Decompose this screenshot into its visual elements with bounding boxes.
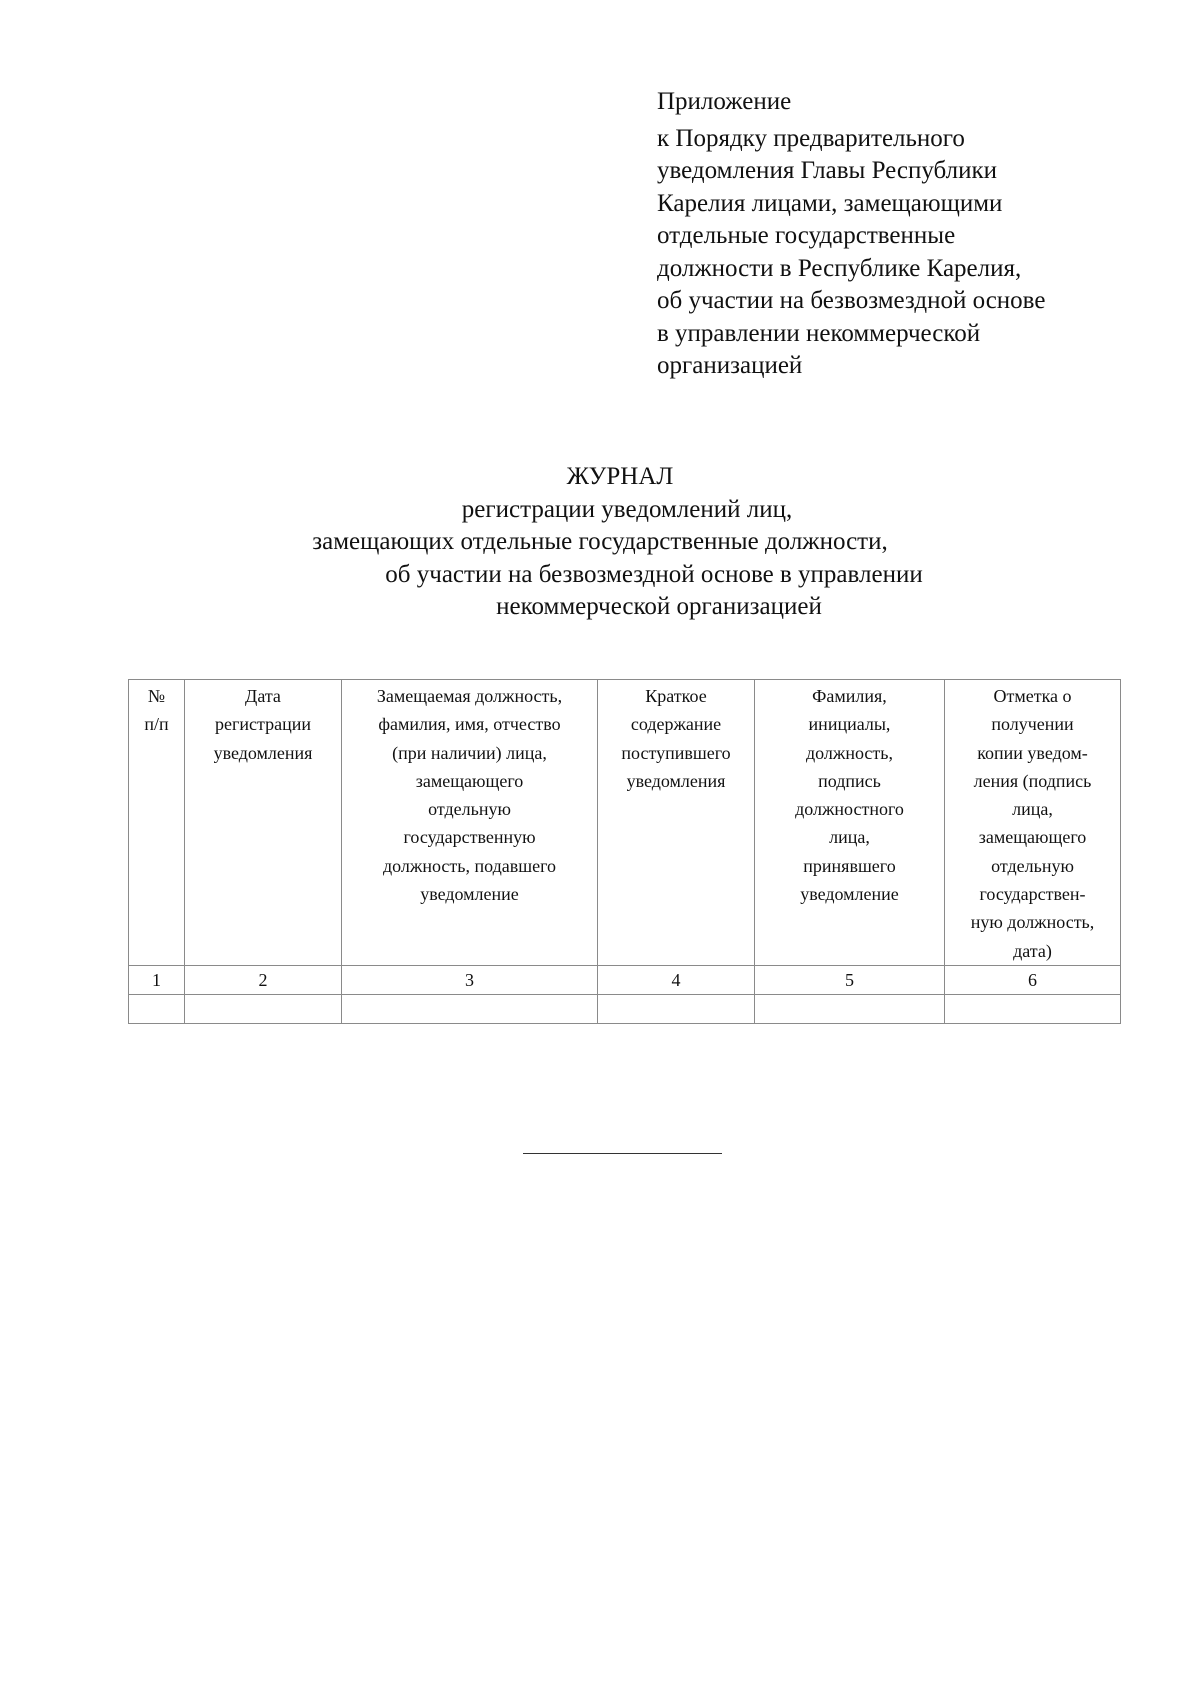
journal-subtitle-line: об участии на безвозмездной основе в управлении — [385, 560, 923, 588]
header-line: № — [147, 686, 166, 706]
header-line: лица, — [829, 827, 870, 848]
appendix-text-line: организацией — [657, 352, 803, 379]
header-line: уведомления — [213, 742, 313, 763]
header-line: п/п — [144, 714, 169, 735]
appendix-text-line: уведомления Главы Республики — [657, 157, 997, 184]
column-number-cell: 6 — [945, 966, 1121, 995]
column-header-receipt-mark — [945, 680, 1121, 966]
column-number-cell: 1 — [129, 966, 185, 995]
header-line: дата) — [1013, 940, 1052, 961]
column-number-row — [129, 966, 1121, 995]
journal-subtitle-line: некоммерческой организацией — [496, 593, 822, 620]
empty-entry-row — [129, 995, 1121, 1024]
header-line: уведомление — [800, 884, 899, 905]
header-line: принявшего — [803, 855, 896, 876]
column-number-cell: 5 — [755, 966, 945, 995]
empty-cell — [945, 995, 1121, 1024]
header-line: регистрации — [215, 714, 311, 735]
header-line: должностного — [795, 799, 904, 820]
header-line: (при наличии) лица, — [392, 742, 547, 763]
empty-cell — [185, 995, 342, 1024]
header-line: лица, — [1012, 799, 1053, 820]
register-table — [128, 679, 1121, 1024]
header-line: Фамилия, — [812, 686, 887, 706]
header-line: отдельную — [428, 799, 511, 820]
header-line: Дата — [245, 686, 281, 706]
empty-cell — [342, 995, 598, 1024]
header-line: инициалы, — [808, 714, 891, 735]
journal-heading: ЖУРНАЛ — [566, 463, 674, 490]
header-line: Отметка о — [993, 686, 1072, 706]
journal-subtitle-line: регистрации уведомлений лиц, — [461, 495, 793, 523]
header-line: Замещаемая должность, — [376, 686, 563, 706]
header-line: получении — [991, 714, 1074, 735]
header-line: фамилия, имя, отчество — [378, 714, 561, 735]
column-header-number — [129, 680, 185, 966]
column-header-date — [185, 680, 342, 966]
header-line: уведомления — [626, 770, 726, 791]
header-line: подпись — [818, 770, 881, 791]
empty-cell — [598, 995, 755, 1024]
end-divider — [523, 1153, 722, 1154]
column-header-summary — [598, 680, 755, 966]
header-line: копии уведом- — [977, 742, 1088, 763]
column-header-official — [755, 680, 945, 966]
empty-cell — [755, 995, 945, 1024]
appendix-text-line: отдельные государственные — [657, 222, 956, 249]
appendix-header — [657, 86, 1157, 383]
column-number-cell: 4 — [598, 966, 755, 995]
header-line: замещающего — [415, 770, 524, 791]
appendix-text-line: к Порядку предварительного — [657, 124, 965, 152]
header-line: замещающего — [978, 827, 1087, 848]
header-line: ления (подпись — [973, 770, 1092, 791]
header-line: отдельную — [991, 855, 1074, 876]
column-number-cell: 3 — [342, 966, 598, 995]
header-line: Краткое — [645, 686, 707, 706]
column-header-position — [342, 680, 598, 966]
header-line: содержание — [630, 714, 722, 735]
appendix-label: Приложение — [657, 88, 792, 115]
journal-subtitle-line: замещающих отдельные государственные должности, — [312, 528, 888, 555]
column-number-cell: 2 — [185, 966, 342, 995]
table-header-row — [129, 680, 1121, 966]
empty-cell — [129, 995, 185, 1024]
appendix-text-line: об участии на безвозмездной основе — [657, 287, 1046, 314]
appendix-text-line: должности в Республике Карелия, — [657, 254, 1022, 282]
header-line: уведомление — [420, 884, 519, 905]
journal-title — [0, 461, 1200, 624]
appendix-text-line: Карелия лицами, замещающими — [657, 189, 1003, 217]
appendix-text-line: в управлении некоммерческой — [657, 319, 981, 347]
header-line: государствен- — [979, 884, 1086, 905]
header-line: должность, — [806, 742, 893, 763]
header-line: государственную — [403, 827, 536, 848]
header-line: поступившего — [621, 742, 731, 763]
header-line: ную должность, — [970, 912, 1095, 933]
header-line: должность, подавшего — [382, 855, 557, 876]
